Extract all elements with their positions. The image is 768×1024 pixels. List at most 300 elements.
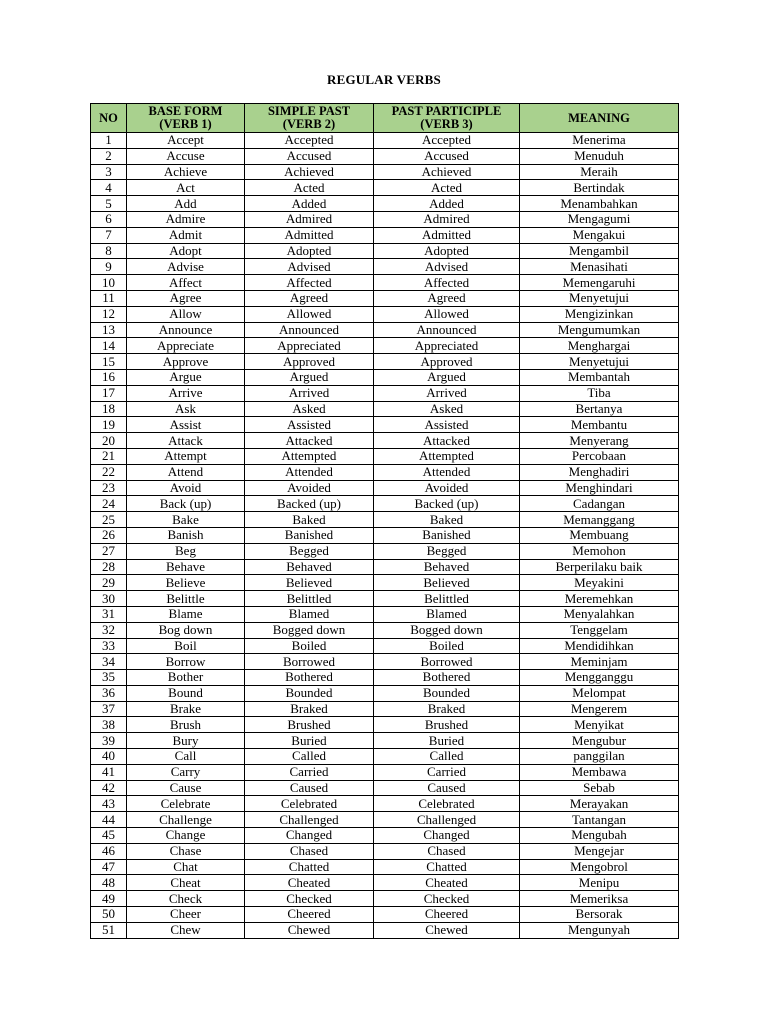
cell-simple-past: Accused: [245, 148, 374, 164]
cell-meaning: Membuang: [520, 527, 679, 543]
table-row: [91, 338, 679, 354]
cell-base-form: Argue: [127, 369, 245, 385]
cell-past-participle: Changed: [374, 828, 520, 844]
cell-past-participle: Cheated: [374, 875, 520, 891]
cell-base-form: Blame: [127, 606, 245, 622]
cell-base-form: Agree: [127, 290, 245, 306]
table-row: [91, 401, 679, 417]
cell-no: 9: [91, 259, 127, 275]
table-row: [91, 733, 679, 749]
cell-past-participle: Attacked: [374, 433, 520, 449]
cell-no: 25: [91, 512, 127, 528]
table-row: [91, 717, 679, 733]
cell-no: 47: [91, 859, 127, 875]
table-row: [91, 812, 679, 828]
cell-meaning: Mengerem: [520, 701, 679, 717]
cell-base-form: Check: [127, 891, 245, 907]
table-row: [91, 322, 679, 338]
table-row: [91, 591, 679, 607]
table-body: [91, 133, 679, 939]
cell-simple-past: Added: [245, 196, 374, 212]
cell-past-participle: Brushed: [374, 717, 520, 733]
table-row: [91, 622, 679, 638]
cell-simple-past: Cheated: [245, 875, 374, 891]
cell-base-form: Belittle: [127, 591, 245, 607]
cell-past-participle: Bogged down: [374, 622, 520, 638]
cell-no: 17: [91, 385, 127, 401]
cell-meaning: Meyakini: [520, 575, 679, 591]
cell-meaning: Tantangan: [520, 812, 679, 828]
cell-base-form: Admit: [127, 227, 245, 243]
cell-simple-past: Baked: [245, 512, 374, 528]
cell-simple-past: Allowed: [245, 306, 374, 322]
table-row: [91, 606, 679, 622]
cell-meaning: panggilan: [520, 749, 679, 765]
cell-meaning: Meraih: [520, 164, 679, 180]
cell-meaning: Mengizinkan: [520, 306, 679, 322]
cell-simple-past: Admired: [245, 211, 374, 227]
cell-no: 16: [91, 369, 127, 385]
cell-no: 20: [91, 433, 127, 449]
header-simple-past: [245, 104, 374, 133]
table-row: [91, 385, 679, 401]
table-row: [91, 227, 679, 243]
cell-past-participle: Caused: [374, 780, 520, 796]
cell-simple-past: Agreed: [245, 290, 374, 306]
cell-meaning: Mengubah: [520, 828, 679, 844]
cell-meaning: Bertanya: [520, 401, 679, 417]
cell-past-participle: Admitted: [374, 227, 520, 243]
cell-base-form: Carry: [127, 764, 245, 780]
cell-no: 28: [91, 559, 127, 575]
cell-no: 36: [91, 685, 127, 701]
cell-meaning: Menghargai: [520, 338, 679, 354]
cell-meaning: Memohon: [520, 543, 679, 559]
cell-no: 45: [91, 828, 127, 844]
table-row: [91, 180, 679, 196]
cell-past-participle: Carried: [374, 764, 520, 780]
cell-past-participle: Adopted: [374, 243, 520, 259]
cell-meaning: Merayakan: [520, 796, 679, 812]
cell-simple-past: Attacked: [245, 433, 374, 449]
cell-base-form: Attend: [127, 464, 245, 480]
cell-meaning: Menyikat: [520, 717, 679, 733]
cell-no: 29: [91, 575, 127, 591]
cell-meaning: Mengambil: [520, 243, 679, 259]
cell-past-participle: Advised: [374, 259, 520, 275]
cell-no: 42: [91, 780, 127, 796]
cell-base-form: Advise: [127, 259, 245, 275]
cell-simple-past: Belittled: [245, 591, 374, 607]
cell-no: 38: [91, 717, 127, 733]
cell-no: 37: [91, 701, 127, 717]
cell-meaning: Memengaruhi: [520, 275, 679, 291]
cell-simple-past: Arrived: [245, 385, 374, 401]
cell-base-form: Chew: [127, 922, 245, 938]
cell-base-form: Borrow: [127, 654, 245, 670]
cell-meaning: Tiba: [520, 385, 679, 401]
cell-past-participle: Cheered: [374, 907, 520, 923]
cell-no: 26: [91, 527, 127, 543]
cell-meaning: Menyetujui: [520, 290, 679, 306]
cell-simple-past: Blamed: [245, 606, 374, 622]
cell-base-form: Chase: [127, 843, 245, 859]
table-row: [91, 575, 679, 591]
cell-base-form: Bound: [127, 685, 245, 701]
table-row: [91, 638, 679, 654]
cell-base-form: Assist: [127, 417, 245, 433]
cell-base-form: Bake: [127, 512, 245, 528]
cell-past-participle: Allowed: [374, 306, 520, 322]
header-simple-past-line1: SIMPLE PAST: [267, 104, 351, 118]
cell-meaning: Sebab: [520, 780, 679, 796]
cell-meaning: Menyetujui: [520, 354, 679, 370]
cell-past-participle: Agreed: [374, 290, 520, 306]
header-no: NO: [91, 104, 127, 133]
cell-base-form: Act: [127, 180, 245, 196]
cell-base-form: Appreciate: [127, 338, 245, 354]
cell-simple-past: Affected: [245, 275, 374, 291]
cell-no: 51: [91, 922, 127, 938]
cell-base-form: Announce: [127, 322, 245, 338]
cell-simple-past: Chased: [245, 843, 374, 859]
cell-base-form: Admire: [127, 211, 245, 227]
cell-simple-past: Borrowed: [245, 654, 374, 670]
cell-simple-past: Behaved: [245, 559, 374, 575]
cell-base-form: Affect: [127, 275, 245, 291]
table-row: [91, 828, 679, 844]
table-row: [91, 290, 679, 306]
header-base-form-line2: (VERB 1): [159, 117, 212, 131]
cell-base-form: Beg: [127, 543, 245, 559]
header-base-form: [127, 104, 245, 133]
table-row: [91, 512, 679, 528]
table-row: [91, 764, 679, 780]
table-row: [91, 133, 679, 149]
table-row: [91, 796, 679, 812]
cell-past-participle: Chatted: [374, 859, 520, 875]
cell-simple-past: Caused: [245, 780, 374, 796]
cell-past-participle: Achieved: [374, 164, 520, 180]
cell-meaning: Meremehkan: [520, 591, 679, 607]
cell-no: 50: [91, 907, 127, 923]
cell-meaning: Melompat: [520, 685, 679, 701]
cell-meaning: Berperilaku baik: [520, 559, 679, 575]
cell-base-form: Attack: [127, 433, 245, 449]
cell-simple-past: Believed: [245, 575, 374, 591]
table-row: [91, 701, 679, 717]
cell-simple-past: Appreciated: [245, 338, 374, 354]
cell-past-participle: Approved: [374, 354, 520, 370]
table-row: [91, 543, 679, 559]
header-past-participle-line2: (VERB 3): [420, 117, 473, 131]
cell-simple-past: Chewed: [245, 922, 374, 938]
table-row: [91, 196, 679, 212]
cell-meaning: Memeriksa: [520, 891, 679, 907]
cell-no: 1: [91, 133, 127, 149]
cell-base-form: Chat: [127, 859, 245, 875]
table-row: [91, 306, 679, 322]
cell-base-form: Call: [127, 749, 245, 765]
cell-no: 44: [91, 812, 127, 828]
cell-base-form: Ask: [127, 401, 245, 417]
cell-no: 3: [91, 164, 127, 180]
cell-base-form: Add: [127, 196, 245, 212]
cell-past-participle: Assisted: [374, 417, 520, 433]
cell-past-participle: Appreciated: [374, 338, 520, 354]
cell-no: 30: [91, 591, 127, 607]
cell-base-form: Behave: [127, 559, 245, 575]
table-row: [91, 369, 679, 385]
cell-no: 34: [91, 654, 127, 670]
cell-meaning: Menambahkan: [520, 196, 679, 212]
cell-past-participle: Checked: [374, 891, 520, 907]
cell-no: 35: [91, 670, 127, 686]
cell-no: 4: [91, 180, 127, 196]
cell-no: 8: [91, 243, 127, 259]
cell-base-form: Cheer: [127, 907, 245, 923]
table-row: [91, 480, 679, 496]
cell-simple-past: Bothered: [245, 670, 374, 686]
cell-no: 10: [91, 275, 127, 291]
cell-past-participle: Boiled: [374, 638, 520, 654]
cell-simple-past: Cheered: [245, 907, 374, 923]
cell-past-participle: Braked: [374, 701, 520, 717]
cell-meaning: Bersorak: [520, 907, 679, 923]
cell-meaning: Cadangan: [520, 496, 679, 512]
cell-past-participle: Chewed: [374, 922, 520, 938]
cell-no: 39: [91, 733, 127, 749]
regular-verbs-table: [90, 103, 679, 939]
cell-base-form: Cause: [127, 780, 245, 796]
table-row: [91, 433, 679, 449]
cell-past-participle: Arrived: [374, 385, 520, 401]
cell-no: 2: [91, 148, 127, 164]
cell-no: 41: [91, 764, 127, 780]
cell-simple-past: Banished: [245, 527, 374, 543]
cell-meaning: Menerima: [520, 133, 679, 149]
header-past-participle-line1: PAST PARTICIPLE: [391, 104, 502, 118]
cell-simple-past: Chatted: [245, 859, 374, 875]
cell-simple-past: Checked: [245, 891, 374, 907]
cell-past-participle: Avoided: [374, 480, 520, 496]
table-row: [91, 496, 679, 512]
cell-base-form: Boil: [127, 638, 245, 654]
cell-past-participle: Celebrated: [374, 796, 520, 812]
cell-meaning: Memanggang: [520, 512, 679, 528]
cell-simple-past: Argued: [245, 369, 374, 385]
cell-simple-past: Brushed: [245, 717, 374, 733]
cell-base-form: Cheat: [127, 875, 245, 891]
cell-base-form: Bog down: [127, 622, 245, 638]
cell-meaning: Membantah: [520, 369, 679, 385]
cell-past-participle: Attended: [374, 464, 520, 480]
cell-meaning: Menyerang: [520, 433, 679, 449]
cell-base-form: Attempt: [127, 448, 245, 464]
cell-simple-past: Buried: [245, 733, 374, 749]
cell-meaning: Mengubur: [520, 733, 679, 749]
cell-base-form: Approve: [127, 354, 245, 370]
cell-simple-past: Attended: [245, 464, 374, 480]
cell-meaning: Menuduh: [520, 148, 679, 164]
cell-no: 46: [91, 843, 127, 859]
cell-no: 18: [91, 401, 127, 417]
cell-simple-past: Approved: [245, 354, 374, 370]
cell-no: 43: [91, 796, 127, 812]
cell-past-participle: Announced: [374, 322, 520, 338]
cell-past-participle: Chased: [374, 843, 520, 859]
cell-no: 24: [91, 496, 127, 512]
cell-meaning: Mendidihkan: [520, 638, 679, 654]
cell-simple-past: Bounded: [245, 685, 374, 701]
cell-no: 6: [91, 211, 127, 227]
table-row: [91, 211, 679, 227]
cell-no: 21: [91, 448, 127, 464]
cell-no: 15: [91, 354, 127, 370]
table-row: [91, 243, 679, 259]
cell-meaning: Tenggelam: [520, 622, 679, 638]
header-base-form-line1: BASE FORM: [148, 104, 223, 118]
cell-past-participle: Baked: [374, 512, 520, 528]
cell-simple-past: Admitted: [245, 227, 374, 243]
header-row: [91, 104, 679, 133]
table-row: [91, 148, 679, 164]
header-meaning: MEANING: [520, 104, 679, 133]
cell-past-participle: Begged: [374, 543, 520, 559]
table-row: [91, 559, 679, 575]
cell-past-participle: Accused: [374, 148, 520, 164]
cell-base-form: Achieve: [127, 164, 245, 180]
cell-simple-past: Asked: [245, 401, 374, 417]
cell-meaning: Membantu: [520, 417, 679, 433]
cell-meaning: Mengobrol: [520, 859, 679, 875]
table-row: [91, 922, 679, 938]
cell-no: 31: [91, 606, 127, 622]
cell-simple-past: Begged: [245, 543, 374, 559]
cell-past-participle: Affected: [374, 275, 520, 291]
header-simple-past-line2: (VERB 2): [282, 117, 336, 131]
cell-no: 32: [91, 622, 127, 638]
table-row: [91, 859, 679, 875]
cell-no: 23: [91, 480, 127, 496]
cell-base-form: Accuse: [127, 148, 245, 164]
cell-meaning: Menghindari: [520, 480, 679, 496]
cell-simple-past: Changed: [245, 828, 374, 844]
cell-meaning: Mengunyah: [520, 922, 679, 938]
cell-past-participle: Asked: [374, 401, 520, 417]
cell-base-form: Back (up): [127, 496, 245, 512]
cell-no: 12: [91, 306, 127, 322]
cell-no: 48: [91, 875, 127, 891]
cell-past-participle: Attempted: [374, 448, 520, 464]
cell-past-participle: Blamed: [374, 606, 520, 622]
cell-meaning: Mengagumi: [520, 211, 679, 227]
header-past-participle: [374, 104, 520, 133]
table-row: [91, 164, 679, 180]
cell-past-participle: Added: [374, 196, 520, 212]
table-row: [91, 448, 679, 464]
cell-base-form: Believe: [127, 575, 245, 591]
cell-simple-past: Adopted: [245, 243, 374, 259]
cell-meaning: Bertindak: [520, 180, 679, 196]
cell-meaning: Mengganggu: [520, 670, 679, 686]
cell-base-form: Celebrate: [127, 796, 245, 812]
cell-simple-past: Called: [245, 749, 374, 765]
cell-past-participle: Belittled: [374, 591, 520, 607]
cell-simple-past: Avoided: [245, 480, 374, 496]
cell-past-participle: Backed (up): [374, 496, 520, 512]
cell-base-form: Arrive: [127, 385, 245, 401]
cell-meaning: Menipu: [520, 875, 679, 891]
cell-base-form: Change: [127, 828, 245, 844]
table-row: [91, 749, 679, 765]
cell-no: 5: [91, 196, 127, 212]
cell-simple-past: Celebrated: [245, 796, 374, 812]
cell-base-form: Banish: [127, 527, 245, 543]
cell-meaning: Mengakui: [520, 227, 679, 243]
cell-simple-past: Acted: [245, 180, 374, 196]
cell-no: 11: [91, 290, 127, 306]
table-header: [91, 104, 679, 133]
table-row: [91, 464, 679, 480]
cell-base-form: Avoid: [127, 480, 245, 496]
cell-simple-past: Accepted: [245, 133, 374, 149]
cell-simple-past: Attempted: [245, 448, 374, 464]
table-row: [91, 527, 679, 543]
cell-past-participle: Buried: [374, 733, 520, 749]
cell-base-form: Brake: [127, 701, 245, 717]
cell-simple-past: Bogged down: [245, 622, 374, 638]
cell-past-participle: Banished: [374, 527, 520, 543]
cell-meaning: Menyalahkan: [520, 606, 679, 622]
cell-simple-past: Carried: [245, 764, 374, 780]
table-row: [91, 875, 679, 891]
cell-simple-past: Advised: [245, 259, 374, 275]
cell-no: 49: [91, 891, 127, 907]
cell-meaning: Meminjam: [520, 654, 679, 670]
table-row: [91, 259, 679, 275]
cell-simple-past: Boiled: [245, 638, 374, 654]
table-row: [91, 654, 679, 670]
cell-no: 13: [91, 322, 127, 338]
cell-meaning: Menghadiri: [520, 464, 679, 480]
cell-base-form: Bury: [127, 733, 245, 749]
cell-past-participle: Admired: [374, 211, 520, 227]
cell-past-participle: Called: [374, 749, 520, 765]
cell-past-participle: Behaved: [374, 559, 520, 575]
cell-base-form: Bother: [127, 670, 245, 686]
cell-no: 40: [91, 749, 127, 765]
cell-past-participle: Bothered: [374, 670, 520, 686]
cell-past-participle: Accepted: [374, 133, 520, 149]
cell-no: 19: [91, 417, 127, 433]
cell-no: 7: [91, 227, 127, 243]
page-title: REGULAR VERBS: [327, 72, 441, 87]
cell-no: 22: [91, 464, 127, 480]
cell-meaning: Membawa: [520, 764, 679, 780]
cell-meaning: Mengumumkan: [520, 322, 679, 338]
cell-past-participle: Argued: [374, 369, 520, 385]
table-row: [91, 354, 679, 370]
cell-meaning: Mengejar: [520, 843, 679, 859]
cell-past-participle: Acted: [374, 180, 520, 196]
cell-past-participle: Challenged: [374, 812, 520, 828]
cell-simple-past: Assisted: [245, 417, 374, 433]
cell-simple-past: Challenged: [245, 812, 374, 828]
cell-meaning: Menasihati: [520, 259, 679, 275]
cell-no: 27: [91, 543, 127, 559]
cell-simple-past: Announced: [245, 322, 374, 338]
